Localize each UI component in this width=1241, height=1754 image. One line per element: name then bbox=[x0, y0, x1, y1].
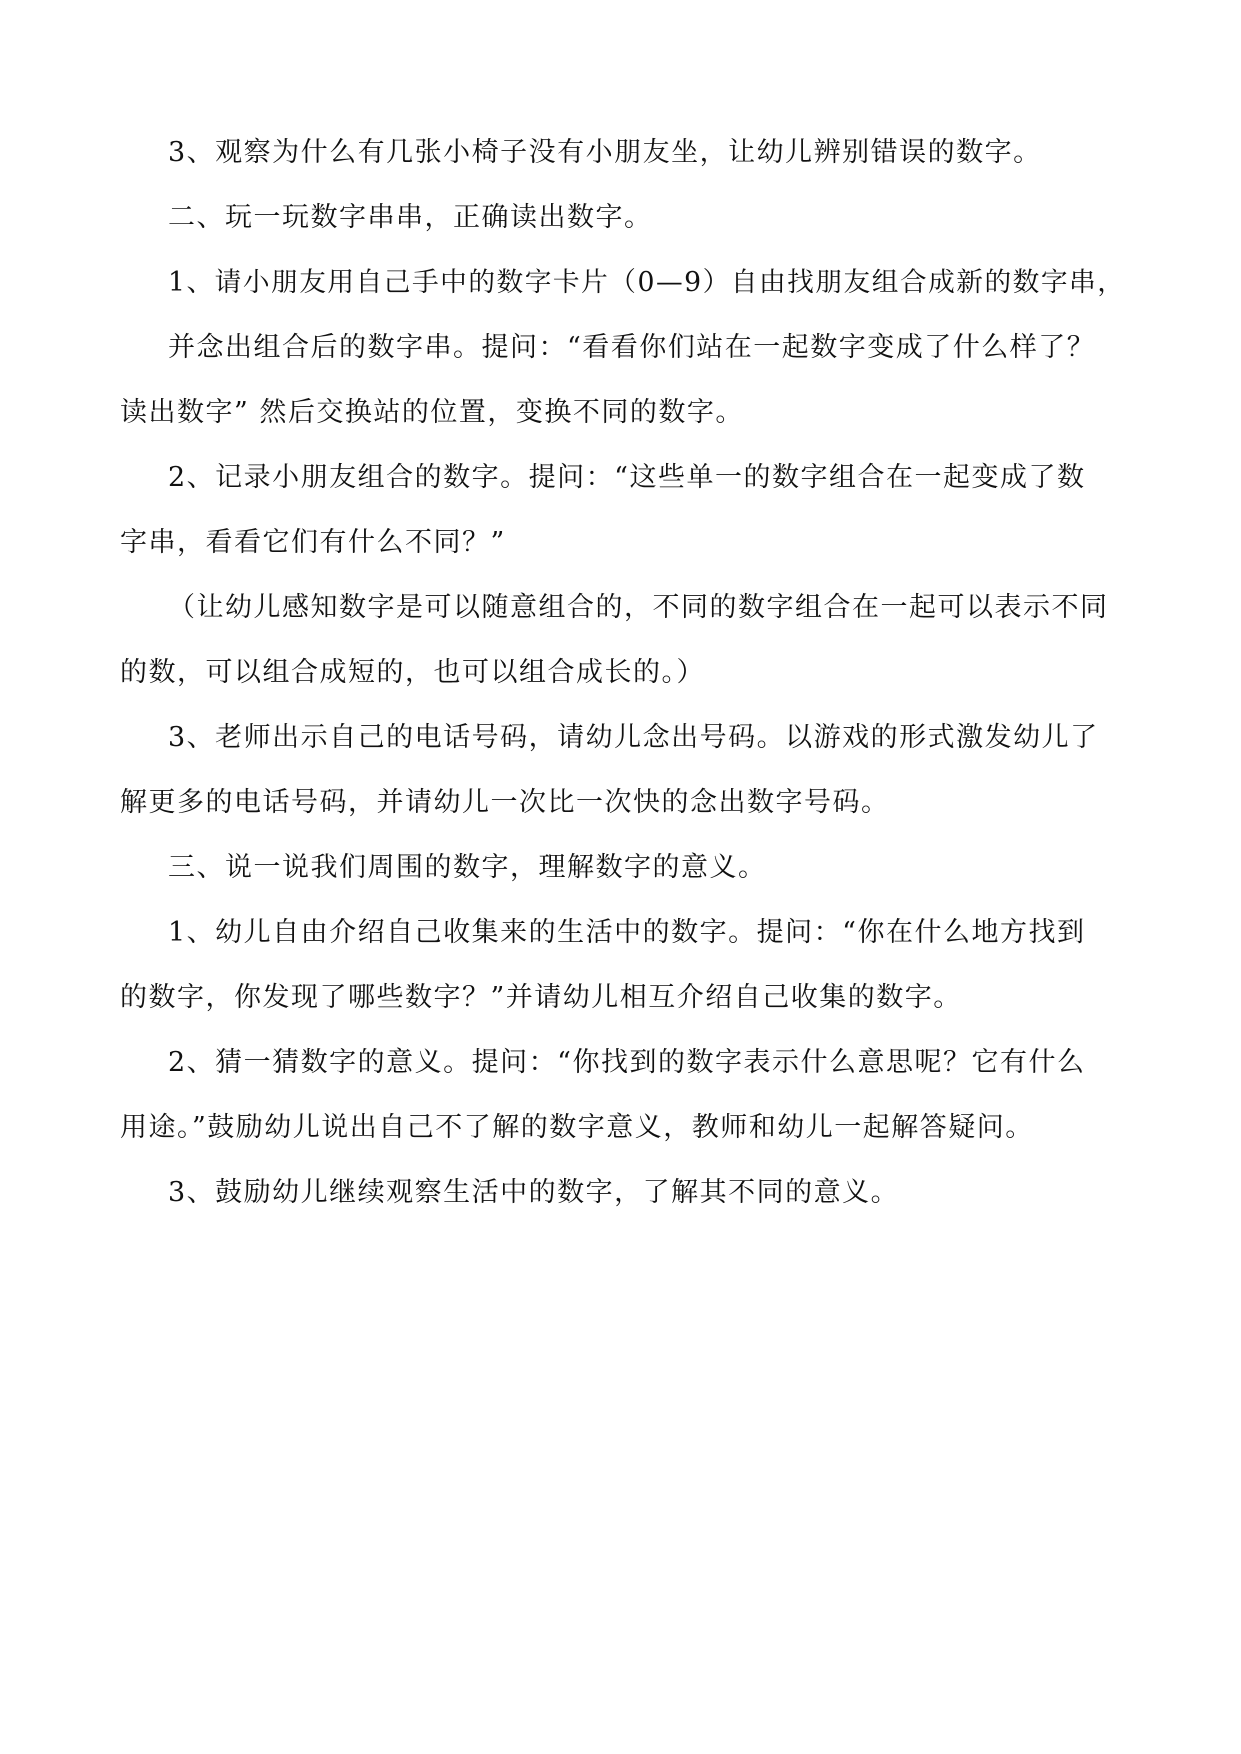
section-heading: 二、玩一玩数字串串，正确读出数字。 bbox=[168, 202, 653, 233]
paragraph-line: 1、请小朋友用自己手中的数字卡片（0—9）自由找朋友组合成新的数字串， bbox=[168, 267, 1126, 298]
paragraph-line: 读出数字” 然后交换站的位置，变换不同的数字。 bbox=[120, 397, 744, 428]
paragraph-line: 3、老师出示自己的电话号码，请幼儿念出号码。以游戏的形式激发幼儿了 bbox=[168, 722, 1099, 753]
paragraph-line: 2、记录小朋友组合的数字。提问：“这些单一的数字组合在一起变成了数 bbox=[168, 462, 1086, 493]
paragraph-line: （让幼儿感知数字是可以随意组合的，不同的数字组合在一起可以表示不同 bbox=[168, 592, 1109, 623]
paragraph-line: 2、猜一猜数字的意义。提问：“你找到的数字表示什么意思呢？它有什么 bbox=[168, 1047, 1086, 1078]
paragraph-line: 的数字，你发现了哪些数字？”并请幼儿相互介绍自己收集的数字。 bbox=[120, 982, 962, 1013]
section-heading: 三、说一说我们周围的数字，理解数字的意义。 bbox=[168, 852, 767, 883]
paragraph-line: 用途。”鼓励幼儿说出自己不了解的数字意义，教师和幼儿一起解答疑问。 bbox=[120, 1112, 1034, 1143]
paragraph-line: 字串，看看它们有什么不同？” bbox=[120, 527, 506, 558]
paragraph-line: 3、观察为什么有几张小椅子没有小朋友坐，让幼儿辨别错误的数字。 bbox=[168, 137, 1042, 168]
paragraph-line: 的数，可以组合成短的，也可以组合成长的。） bbox=[120, 657, 705, 688]
paragraph-line: 3、鼓励幼儿继续观察生活中的数字，了解其不同的意义。 bbox=[168, 1177, 900, 1208]
paragraph-line: 并念出组合后的数字串。提问：“看看你们站在一起数字变成了什么样了？ bbox=[168, 332, 1096, 363]
paragraph-line: 解更多的电话号码，并请幼儿一次比一次快的念出数字号码。 bbox=[120, 787, 890, 818]
paragraph-line: 1、幼儿自由介绍自己收集来的生活中的数字。提问：“你在什么地方找到 bbox=[168, 917, 1086, 948]
